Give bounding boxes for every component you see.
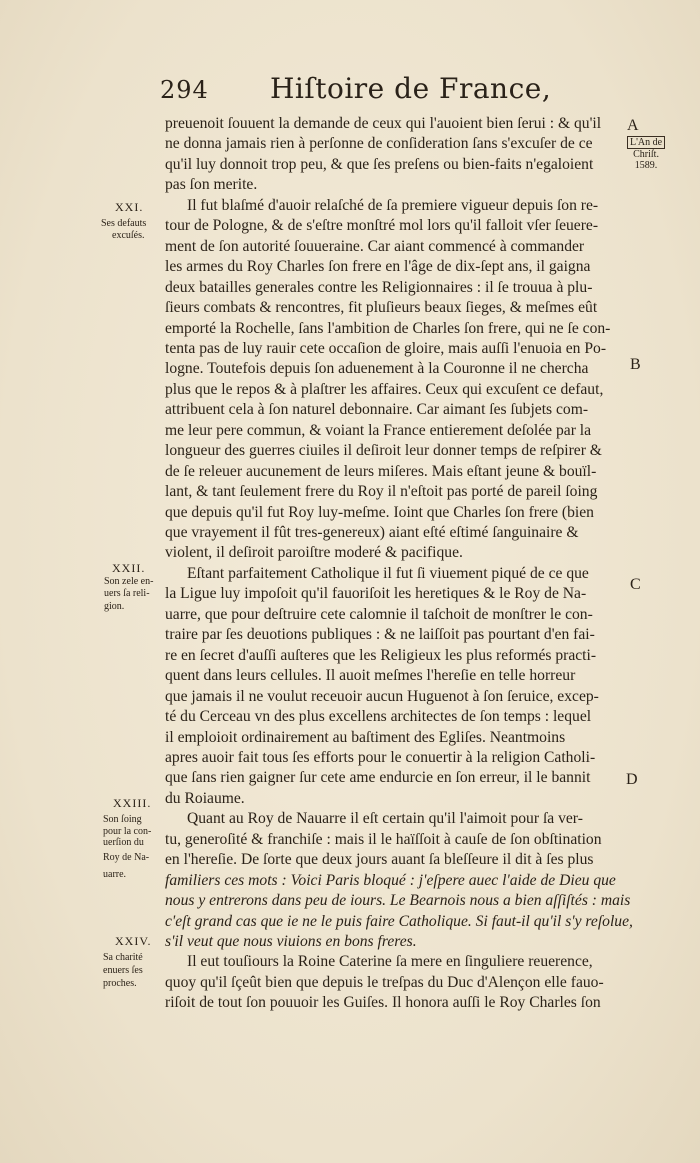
text-line: tour de Pologne, & de s'eſtre monſtré mol lors qu'il falloit vſer ſeuere- (165, 217, 599, 235)
text-line: familiers ces mots : Voici Paris bloqué : j'eſpere auec l'aide de Dieu que (165, 871, 616, 889)
section-letter-b: B (630, 356, 641, 373)
section-letter-a: A (627, 117, 639, 134)
text-line: tu, generoſité & franchiſe : mais il le haïſſoit à cauſe de ſon obſtination (165, 830, 602, 848)
text-line: uarre, que pour deſtruire cete calomnie il taſchoit de monſtrer le con- (165, 605, 593, 623)
text-line: traire par ſes deuotions publiques : & ne laiſſoit pas pourtant d'en fai- (165, 626, 595, 644)
margin-note-xxi-line1: Ses defauts (101, 218, 147, 229)
date-note (627, 136, 665, 171)
text-line: qu'il luy donnoit trop peu, & que ſes preſens ou bien-faits n'egaloient (165, 155, 594, 173)
text-line: emporté la Rochelle, ſans l'ambition de Charles ſon frere, qui ne ſe con- (165, 319, 611, 337)
text-line: Il eut touſiours la Roine Caterine ſa mere en ſinguliere reuerence, (187, 953, 593, 971)
text-line: Quant au Roy de Nauarre il eſt certain qu'il l'aimoit pour ſa ver- (187, 810, 583, 828)
margin-number-xxiv: XXIV. (115, 934, 152, 948)
text-line: lant, & tant ſeulement frere du Roy il n'eſtoit pas porté de pareil ſoing (165, 483, 598, 501)
margin-number-xxi: XXI. (115, 200, 144, 214)
margin-note-xxiii-line4: Roy de Na- (103, 852, 150, 863)
date-lan: L'An de (627, 136, 665, 149)
page-number: 294 (160, 76, 209, 104)
margin-note-xxiv-line1: Sa charité (103, 952, 143, 963)
text-line: que depuis qu'il fut Roy luy-meſme. Ioint que Charles ſon frere (bien (165, 503, 594, 521)
text-line: attribuent cela à ſon naturel debonnaire. Car aimant ſes ſubjets com- (165, 401, 589, 419)
text-line: que jamais il ne voulut receuoir aucun Huguenot à ſon ſeruice, excep- (165, 687, 599, 705)
margin-note-xxii-line3: gion. (104, 601, 125, 612)
text-line: re en ſecret d'auſſi auſteres que les Religieux les plus reformés practi- (165, 646, 597, 664)
text-line: les armes du Roy Charles ſon frere en l'âge de dix-ſept ans, il gaigna (165, 258, 591, 276)
margin-note-xxiii-line1: Son ſoing (103, 814, 142, 825)
text-line: deux batailles generales contre les Religionnaires : il ſe trouua à plu- (165, 278, 593, 296)
margin-number-xxii: XXII. (112, 561, 146, 575)
text-line: ment de ſon autorité ſouueraine. Car aiant commencé à commander (165, 237, 585, 255)
text-line: ſieurs combats & rencontres, fit pluſieurs beaux ſieges, & meſmes eût (165, 299, 598, 316)
text-line: pas ſon merite. (165, 176, 258, 194)
margin-note-xxii-line2: uers ſa reli- (104, 588, 150, 599)
text-line: té du Cerceau vn des plus excellens architectes de ſon temps : lequel (165, 708, 592, 725)
page-header (160, 72, 560, 112)
text-line: longueur des guerres ciuiles il deſiroit leur donner temps de reſpirer & (165, 442, 602, 460)
text-line: violent, il deſiroit paroiſtre moderé & pacifique. (165, 544, 463, 562)
margin-note-xxiv-line3: proches. (103, 978, 137, 989)
margin-note-xxiii-line5: uarre. (103, 869, 127, 880)
margin-note-xxi-line2: excuſés. (112, 230, 145, 241)
text-line: quoy qu'il ſçeût bien que depuis le treſpas du Duc d'Alençon elle fauo- (165, 973, 604, 991)
text-line: tenta pas de luy rauir cete occaſion de gloire, mais auſſi l'enuoia en Po- (165, 339, 607, 357)
text-line: que ſans rien gaigner ſur cete ame endurcie en ſon erreur, il le bannit (165, 769, 591, 787)
text-line: me leur pere commun, & voiant la France entierement deſolée par la (165, 421, 592, 439)
text-line: c'eſt grand cas que ie ne le puis faire Catholique. Si faut-il qu'il s'y reſolue, (165, 912, 633, 930)
text-line: ne donna jamais rien à perſonne de conſideration ſans s'excuſer de ce (165, 135, 593, 153)
text-line: Il fut blaſmé d'auoir relaſché de ſa premiere vigueur depuis ſon re- (187, 196, 599, 214)
text-line: quent dans leurs cellules. Il auoit meſmes l'hereſie en telle horreur (165, 667, 576, 685)
text-line: logne. Toutefois depuis ſon aduenement à la Couronne il ne chercha (165, 360, 589, 378)
text-line: riſoit de tout ſon pouuoir les Guiſes. Il honora auſſi le Roy Charles ſon (165, 994, 601, 1012)
date-year: 1589. (634, 160, 658, 171)
text-line: s'il veut que nous viuions en bons freres. (165, 933, 417, 950)
text-line: la Ligue luy impoſoit qu'il fauoriſoit les heretiques & le Roy de Na- (165, 585, 587, 603)
text-line: Eſtant parfaitement Catholique il fut ſi viuement piqué de ce que (187, 564, 589, 582)
text-line: preuenoit ſouuent la demande de ceux qui l'auoient bien ſerui : & qu'il (165, 115, 602, 132)
text-line: du Roiaume. (165, 789, 245, 807)
text-line: il emploioit ordinairement au baſtiment des Egliſes. Neantmoins (165, 728, 566, 746)
section-letter-c: C (630, 576, 641, 593)
text-line: en l'hereſie. De ſorte que deux jours auant ſa bleſſeure il dit à ſes plus (165, 851, 594, 869)
running-title: Hiſtoire de France, (270, 72, 552, 105)
margin-note-xxiv-line2: enuers ſes (103, 965, 143, 976)
section-letter-d: D (626, 771, 638, 788)
text-line: que vrayement il fût tres-genereux) aiant eſté eſtimé ſanguinaire & (165, 524, 579, 541)
text-line: nous y entrerons dans peu de iours. Le Bearnois nous a bien aſſiſtés : mais (165, 892, 631, 910)
margin-number-xxiii: XXIII. (113, 796, 152, 810)
text-line: plus que le repos & à plaſtrer les affaires. Ceux qui excuſent ce defaut, (165, 380, 604, 398)
margin-note-xxiii-line3: uerſion du (103, 837, 144, 848)
text-line: de ſe releuer aucunement de leurs miſeres. Mais eſtant jeune & bouïl- (165, 462, 597, 480)
margin-note-xxii-line1: Son zele en- (104, 576, 154, 587)
date-christ: Chriſt. (633, 149, 659, 160)
text-line: apres auoir fait tous ſes efforts pour le conuertir à la religion Catholi- (165, 748, 596, 766)
margin-note-xxiii-line2: pour la con- (103, 826, 152, 837)
